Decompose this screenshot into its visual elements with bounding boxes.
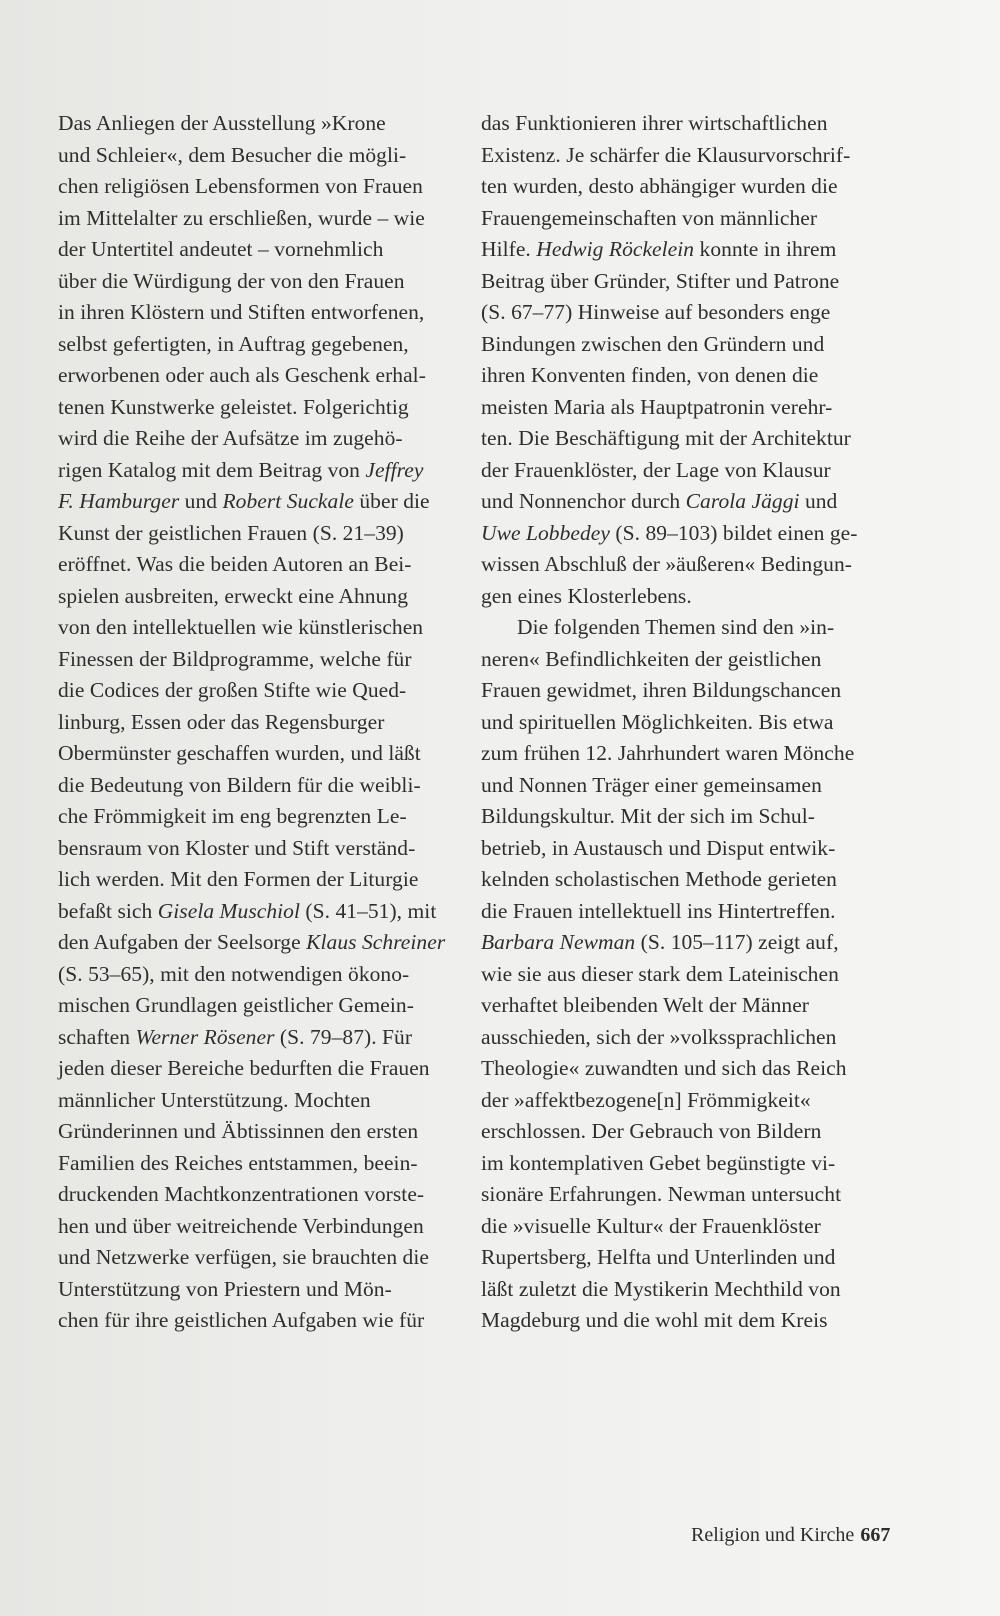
text-line [481, 297, 871, 329]
text-segment: Beitrag über Gründer, Stifter und Patrone [481, 268, 840, 293]
text-segment: eröffnet. Was die beiden Autoren an Bei- [58, 552, 412, 576]
text-line [481, 234, 871, 266]
text-segment: betrieb, in Austausch und Disput entwik- [481, 835, 836, 860]
text-line [481, 455, 871, 487]
running-footer-section: Religion und Kirche [691, 1524, 855, 1546]
text-line [58, 1022, 448, 1054]
author-name: Carola Jäggi [685, 489, 800, 513]
text-segment: selbst gefertigten, in Auftrag gegebenen, [58, 331, 409, 356]
text-line [481, 1274, 871, 1306]
text-line [481, 108, 871, 140]
page-number: 667 [860, 1524, 891, 1546]
text-line [481, 959, 871, 991]
text-line [58, 1274, 448, 1306]
text-line [58, 612, 448, 644]
text-segment: die Codices der großen Stifte wie Qued- [58, 678, 407, 702]
text-segment: und [799, 489, 838, 513]
text-line [58, 423, 448, 455]
text-segment: chen für ihre geistlichen Aufgaben wie für [58, 1308, 425, 1332]
text-line [58, 1116, 448, 1148]
text-line [481, 707, 871, 739]
author-name: Jeffrey [365, 457, 424, 482]
text-segment: und spirituellen Möglichkeiten. Bis etwa [481, 709, 834, 734]
text-line [58, 927, 448, 959]
text-segment: konnte in ihrem [694, 237, 837, 261]
author-name: Barbara Newman [481, 930, 636, 954]
text-segment: Gründerinnen und Äbtissinnen den ersten [58, 1119, 419, 1143]
author-name: Klaus Schreiner [306, 930, 446, 954]
text-line [58, 770, 448, 802]
author-name: Hedwig Röckelein [536, 237, 695, 261]
text-line [58, 801, 448, 833]
text-segment: Bildungskultur. Mit der sich im Schul- [481, 804, 815, 828]
text-segment: kelnden scholastischen Methode gerieten [481, 867, 837, 891]
text-line [481, 423, 871, 455]
text-line [481, 896, 871, 928]
text-segment: und Netzwerke verfügen, sie brauchten die [58, 1245, 429, 1269]
text-segment: Obermünster geschaffen wurden, und läßt [58, 741, 421, 765]
text-segment: und Nonnenchor durch [481, 489, 686, 513]
text-line [481, 1211, 871, 1243]
text-segment: bensraum von Kloster und Stift verständ- [58, 835, 416, 860]
text-line [481, 1305, 871, 1337]
text-line [58, 297, 448, 329]
text-line [58, 549, 448, 581]
text-line [58, 108, 448, 140]
left-text-column [58, 108, 448, 1337]
author-name: F. Hamburger [58, 489, 180, 513]
text-segment: und Nonnen Träger einer gemeinsamen [481, 772, 822, 797]
text-segment: den Aufgaben der Seelsorge [58, 930, 307, 954]
text-line [481, 1242, 871, 1274]
text-segment: Familien des Reiches entstammen, beein- [58, 1150, 418, 1175]
text-line [58, 644, 448, 676]
text-segment: die »visuelle Kultur« der Frauenklöster [481, 1213, 821, 1238]
text-segment: Hilfe. [481, 237, 537, 261]
author-name: Werner Rösener [135, 1024, 275, 1049]
text-line [58, 959, 448, 991]
text-segment: der Untertitel andeutet – vornehmlich [58, 237, 384, 261]
text-segment: Theologie« zuwandten und sich das Reich [481, 1056, 847, 1080]
text-segment: schaften [58, 1024, 136, 1049]
text-line [58, 455, 448, 487]
text-line [481, 140, 871, 172]
text-segment: von den intellektuellen wie künstlerischen [58, 615, 424, 639]
text-line [481, 549, 871, 581]
text-line [481, 1148, 871, 1180]
text-segment: (S. 105–117) zeigt auf, [635, 930, 839, 954]
text-line [58, 360, 448, 392]
text-segment: rigen Katalog mit dem Beitrag von [58, 457, 366, 482]
text-segment: Das Anliegen der Ausstellung »Krone [58, 111, 386, 135]
text-segment: che Frömmigkeit im eng begrenzten Le- [58, 804, 407, 828]
text-line [481, 801, 871, 833]
text-segment: sionäre Erfahrungen. Newman untersucht [481, 1182, 842, 1206]
text-segment: Bindungen zwischen den Gründern und [481, 331, 825, 356]
text-segment: und Schleier«, dem Besucher die mögli- [58, 142, 407, 167]
text-segment: wird die Reihe der Aufsätze im zugehö- [58, 426, 403, 450]
text-segment: erworbenen oder auch als Geschenk erhal- [58, 363, 426, 387]
text-line [481, 1179, 871, 1211]
author-name: Gisela Muschiol [157, 898, 300, 923]
text-segment: männlicher Unterstützung. Mochten [58, 1087, 371, 1112]
text-line [58, 266, 448, 298]
text-segment: (S. 89–103) bildet einen ge- [609, 520, 858, 545]
text-line [58, 1053, 448, 1085]
text-segment: der Frauenklöster, der Lage von Klausur [481, 457, 831, 482]
text-segment: über die Würdigung der von den Frauen [58, 268, 405, 293]
text-line [58, 486, 448, 518]
text-segment: in ihren Klöstern und Stiften entworfenen, [58, 300, 425, 324]
text-segment: ten wurden, desto abhängiger wurden die [481, 174, 838, 198]
text-segment: Frauengemeinschaften von männlicher [481, 205, 818, 230]
text-line [58, 864, 448, 896]
text-segment: linburg, Essen oder das Regensburger [58, 709, 385, 734]
text-segment: druckenden Machtkonzentrationen vorste- [58, 1182, 425, 1206]
text-line [481, 990, 871, 1022]
text-line [58, 1179, 448, 1211]
text-segment: gen eines Klosterlebens. [481, 583, 692, 608]
text-line [58, 1242, 448, 1274]
text-line [58, 1085, 448, 1117]
text-line [481, 1053, 871, 1085]
text-segment: der »affektbezogene[n] Frömmigkeit« [481, 1087, 811, 1112]
text-line [481, 644, 871, 676]
text-segment: (S. 79–87). Für [274, 1024, 413, 1049]
text-line [58, 203, 448, 235]
author-name: Robert Suckale [222, 489, 354, 513]
text-segment: lich werden. Mit den Formen der Liturgie [58, 867, 419, 891]
text-line [58, 707, 448, 739]
text-line [481, 738, 871, 770]
text-line [481, 612, 871, 644]
text-line [481, 1116, 871, 1148]
text-segment: jeden dieser Bereiche bedurften die Frauen [58, 1056, 430, 1080]
text-segment: ausschieden, sich der »volkssprachlichen [481, 1024, 837, 1049]
text-line [481, 171, 871, 203]
text-segment: verhaftet bleibenden Welt der Männer [481, 993, 810, 1017]
text-line [481, 1085, 871, 1117]
text-segment: meisten Maria als Hauptpatronin verehr- [481, 394, 833, 419]
text-segment: mischen Grundlagen geistlicher Gemein- [58, 993, 414, 1017]
text-line [481, 329, 871, 361]
text-segment: ihren Konventen finden, von denen die [481, 363, 819, 387]
text-segment: hen und über weitreichende Verbindungen [58, 1213, 424, 1238]
text-segment: über die [353, 489, 430, 513]
text-line [58, 738, 448, 770]
text-segment: Die folgenden Themen sind den »in- [517, 615, 835, 639]
text-line [58, 392, 448, 424]
text-segment: wissen Abschluß der »äußeren« Bedingun- [481, 552, 852, 576]
text-segment: Rupertsberg, Helfta und Unterlinden und [481, 1245, 836, 1269]
text-line [481, 392, 871, 424]
text-segment: (S. 67–77) Hinweise auf besonders enge [481, 300, 831, 324]
text-line [481, 360, 871, 392]
text-line [58, 518, 448, 550]
text-line [481, 1022, 871, 1054]
text-segment: die Bedeutung von Bildern für die weibli- [58, 772, 421, 797]
text-segment: spielen ausbreiten, erweckt eine Ahnung [58, 583, 409, 608]
text-line [58, 140, 448, 172]
text-line [58, 675, 448, 707]
text-segment: zum frühen 12. Jahrhundert waren Mönche [481, 741, 855, 765]
text-segment: Finessen der Bildprogramme, welche für [58, 646, 412, 671]
text-line [481, 266, 871, 298]
text-line [58, 329, 448, 361]
text-segment: chen religiösen Lebensformen von Frauen [58, 174, 423, 198]
text-segment: neren« Befindlichkeiten der geistlichen [481, 646, 822, 671]
text-segment: ten. Die Beschäftigung mit der Architektur [481, 426, 851, 450]
text-segment: die Frauen intellektuell ins Hintertreffen. [481, 898, 836, 923]
text-segment: Unterstützung von Priestern und Mön- [58, 1276, 392, 1301]
text-segment: das Funktionieren ihrer wirtschaftlichen [481, 111, 828, 135]
text-segment: Frauen gewidmet, ihren Bildungschancen [481, 678, 842, 702]
text-line [58, 1148, 448, 1180]
text-segment: läßt zuletzt die Mystikerin Mechthild von [481, 1276, 841, 1301]
page-footer [691, 1521, 890, 1549]
text-line [58, 1305, 448, 1337]
text-line [58, 581, 448, 613]
text-line [58, 990, 448, 1022]
text-segment: tenen Kunstwerke geleistet. Folgerichtig [58, 394, 409, 419]
text-line [481, 203, 871, 235]
text-line [481, 581, 871, 613]
text-segment: erschlossen. Der Gebrauch von Bildern [481, 1119, 822, 1143]
text-segment: wie sie aus dieser stark dem Lateinischen [481, 961, 839, 986]
text-line [481, 927, 871, 959]
text-line [481, 486, 871, 518]
text-line [481, 518, 871, 550]
text-line [58, 234, 448, 266]
text-line [481, 864, 871, 896]
text-segment: Kunst der geistlichen Frauen (S. 21–39) [58, 520, 404, 545]
text-line [58, 896, 448, 928]
text-line [481, 770, 871, 802]
text-segment: Existenz. Je schärfer die Klausurvorschrif- [481, 142, 851, 167]
right-text-column [481, 108, 871, 1337]
text-line [58, 833, 448, 865]
text-line [481, 675, 871, 707]
text-segment: (S. 41–51), mit [299, 898, 437, 923]
text-segment: und [179, 489, 223, 513]
text-line [481, 833, 871, 865]
text-segment: befaßt sich [58, 898, 158, 923]
author-name: Uwe Lobbedey [481, 520, 610, 545]
text-segment: im kontemplativen Gebet begünstigte vi- [481, 1150, 836, 1175]
text-line [58, 171, 448, 203]
text-segment: im Mittelalter zu erschließen, wurde – wie [58, 205, 425, 230]
text-line [58, 1211, 448, 1243]
text-segment: Magdeburg und die wohl mit dem Kreis [481, 1308, 828, 1332]
text-segment: (S. 53–65), mit den notwendigen ökono- [58, 961, 410, 986]
